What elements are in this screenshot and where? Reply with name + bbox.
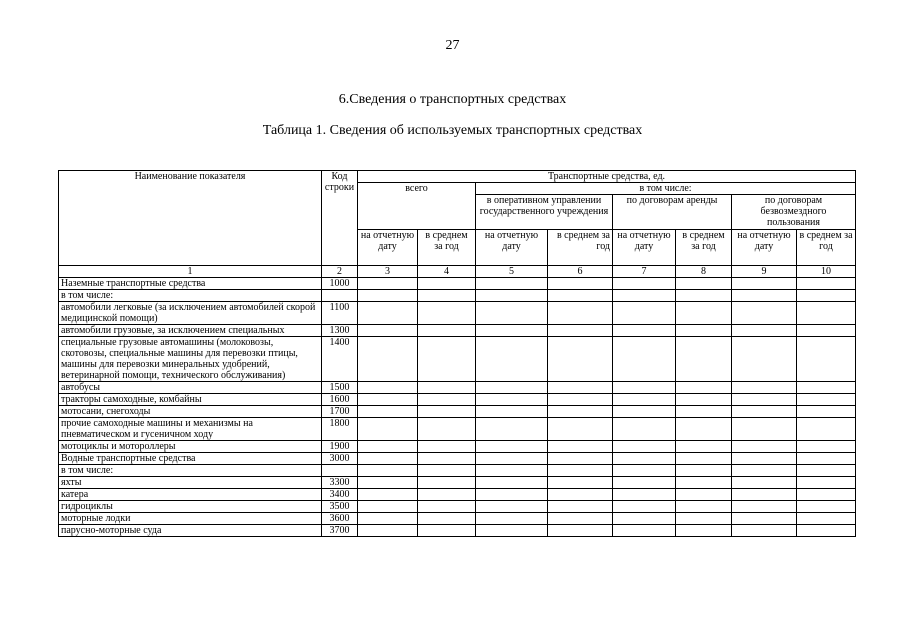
value-cell — [732, 501, 797, 513]
header-row-1 — [59, 171, 856, 183]
value-cell — [613, 453, 676, 465]
value-cell — [418, 418, 476, 441]
value-cell — [476, 525, 548, 537]
value-cell — [418, 290, 476, 302]
value-cell — [797, 477, 856, 489]
value-cell — [358, 278, 418, 290]
value-cell — [797, 513, 856, 525]
value-cell — [676, 453, 732, 465]
value-cell — [418, 525, 476, 537]
value-cell — [476, 337, 548, 382]
vehicles-table — [58, 170, 856, 537]
value-cell — [732, 489, 797, 501]
header-at-date: на отчетную дату — [613, 230, 676, 266]
value-cell — [358, 418, 418, 441]
row-code: 1000 — [322, 278, 358, 290]
row-code: 3500 — [322, 501, 358, 513]
value-cell — [548, 290, 613, 302]
value-cell — [797, 465, 856, 477]
value-cell — [476, 513, 548, 525]
value-cell — [418, 501, 476, 513]
value-cell — [613, 278, 676, 290]
row-name: яхты — [59, 477, 322, 489]
table-row — [59, 337, 856, 382]
value-cell — [476, 489, 548, 501]
value-cell — [548, 418, 613, 441]
value-cell — [358, 382, 418, 394]
value-cell — [548, 441, 613, 453]
row-code: 1800 — [322, 418, 358, 441]
value-cell — [548, 489, 613, 501]
table-row — [59, 382, 856, 394]
value-cell — [358, 325, 418, 337]
row-name: парусно-моторные суда — [59, 525, 322, 537]
column-number: 4 — [418, 266, 476, 278]
value-cell — [797, 290, 856, 302]
value-cell — [418, 477, 476, 489]
row-code: 3300 — [322, 477, 358, 489]
column-number: 6 — [548, 266, 613, 278]
table-row — [59, 278, 856, 290]
column-number: 2 — [322, 266, 358, 278]
value-cell — [358, 290, 418, 302]
column-number: 3 — [358, 266, 418, 278]
value-cell — [732, 465, 797, 477]
value-cell — [476, 382, 548, 394]
value-cell — [358, 489, 418, 501]
row-name: автомобили грузовые, за исключением специальных — [59, 325, 322, 337]
value-cell — [548, 406, 613, 418]
value-cell — [548, 501, 613, 513]
value-cell — [358, 302, 418, 325]
value-cell — [613, 441, 676, 453]
value-cell — [732, 394, 797, 406]
value-cell — [797, 525, 856, 537]
table-row — [59, 418, 856, 441]
value-cell — [732, 302, 797, 325]
value-cell — [676, 513, 732, 525]
value-cell — [613, 513, 676, 525]
table-row — [59, 325, 856, 337]
value-cell — [732, 278, 797, 290]
value-cell — [418, 489, 476, 501]
header-avg: в среднем за год — [548, 230, 613, 266]
value-cell — [476, 406, 548, 418]
row-code: 1900 — [322, 441, 358, 453]
table-row — [59, 441, 856, 453]
header-vehicles: Транспортные средства, ед. — [358, 171, 856, 183]
table-row — [59, 513, 856, 525]
table-row — [59, 453, 856, 465]
value-cell — [797, 302, 856, 325]
column-number: 5 — [476, 266, 548, 278]
value-cell — [418, 406, 476, 418]
row-code: 3700 — [322, 525, 358, 537]
header-at-date: на отчетную дату — [476, 230, 548, 266]
table-row — [59, 290, 856, 302]
value-cell — [476, 441, 548, 453]
row-name: в том числе: — [59, 465, 322, 477]
value-cell — [358, 453, 418, 465]
row-name: в том числе: — [59, 290, 322, 302]
column-number: 9 — [732, 266, 797, 278]
row-code: 1100 — [322, 302, 358, 325]
value-cell — [358, 337, 418, 382]
value-cell — [613, 337, 676, 382]
value-cell — [732, 525, 797, 537]
table-body — [59, 278, 856, 537]
row-name: мотоциклы и мотороллеры — [59, 441, 322, 453]
value-cell — [548, 302, 613, 325]
value-cell — [676, 477, 732, 489]
row-name: катера — [59, 489, 322, 501]
value-cell — [732, 325, 797, 337]
row-name: моторные лодки — [59, 513, 322, 525]
value-cell — [797, 501, 856, 513]
value-cell — [358, 525, 418, 537]
header-including: в том числе: — [476, 183, 856, 195]
value-cell — [676, 382, 732, 394]
value-cell — [476, 394, 548, 406]
value-cell — [476, 278, 548, 290]
value-cell — [613, 302, 676, 325]
value-cell — [797, 382, 856, 394]
value-cell — [476, 418, 548, 441]
value-cell — [548, 525, 613, 537]
value-cell — [358, 394, 418, 406]
value-cell — [548, 337, 613, 382]
table-row — [59, 525, 856, 537]
value-cell — [476, 501, 548, 513]
value-cell — [418, 337, 476, 382]
value-cell — [418, 394, 476, 406]
value-cell — [548, 465, 613, 477]
value-cell — [797, 489, 856, 501]
row-name: автомобили легковые (за исключением автомобилей скорой медицинской помощи) — [59, 302, 322, 325]
value-cell — [476, 302, 548, 325]
page-number: 27 — [445, 38, 460, 53]
header-code: Код строки — [322, 171, 358, 266]
row-name: Наземные транспортные средства — [59, 278, 322, 290]
table-title: Таблица 1. Сведения об используемых транспортных средствах — [262, 123, 643, 138]
value-cell — [418, 278, 476, 290]
value-cell — [676, 278, 732, 290]
value-cell — [732, 406, 797, 418]
value-cell — [797, 394, 856, 406]
row-name: гидроциклы — [59, 501, 322, 513]
row-name: прочие самоходные машины и механизмы на пневматическом и гусеничном ходу — [59, 418, 322, 441]
column-number-row — [59, 266, 856, 278]
header-operational: в оперативном управлении государственного учреждения — [476, 195, 613, 230]
header-avg: в среднем за год — [797, 230, 856, 266]
row-code: 1400 — [322, 337, 358, 382]
value-cell — [418, 465, 476, 477]
value-cell — [358, 465, 418, 477]
row-code — [322, 465, 358, 477]
value-cell — [548, 278, 613, 290]
value-cell — [358, 477, 418, 489]
value-cell — [676, 501, 732, 513]
value-cell — [418, 441, 476, 453]
header-avg: в среднем за год — [676, 230, 732, 266]
row-code: 3600 — [322, 513, 358, 525]
row-name: мотосани, снегоходы — [59, 406, 322, 418]
value-cell — [797, 406, 856, 418]
column-number: 1 — [59, 266, 322, 278]
row-code: 1700 — [322, 406, 358, 418]
value-cell — [418, 513, 476, 525]
value-cell — [676, 325, 732, 337]
table-row — [59, 302, 856, 325]
table-row — [59, 489, 856, 501]
value-cell — [613, 418, 676, 441]
header-lease: по договорам аренды — [613, 195, 732, 230]
value-cell — [797, 418, 856, 441]
value-cell — [358, 441, 418, 453]
value-cell — [732, 418, 797, 441]
row-code: 1300 — [322, 325, 358, 337]
value-cell — [613, 525, 676, 537]
value-cell — [676, 441, 732, 453]
value-cell — [548, 513, 613, 525]
value-cell — [418, 382, 476, 394]
row-code: 1500 — [322, 382, 358, 394]
value-cell — [797, 278, 856, 290]
value-cell — [732, 453, 797, 465]
value-cell — [613, 489, 676, 501]
value-cell — [676, 465, 732, 477]
header-total: всего — [358, 183, 476, 230]
header-free-use: по договорам безвозмездного пользования — [732, 195, 856, 230]
column-number: 10 — [797, 266, 856, 278]
value-cell — [476, 453, 548, 465]
value-cell — [613, 325, 676, 337]
value-cell — [613, 382, 676, 394]
value-cell — [676, 489, 732, 501]
value-cell — [358, 501, 418, 513]
row-name: тракторы самоходные, комбайны — [59, 394, 322, 406]
value-cell — [732, 477, 797, 489]
value-cell — [676, 418, 732, 441]
table-row — [59, 501, 856, 513]
value-cell — [676, 406, 732, 418]
value-cell — [732, 441, 797, 453]
row-name: Водные транспортные средства — [59, 453, 322, 465]
value-cell — [732, 513, 797, 525]
header-at-date: на отчетную дату — [732, 230, 797, 266]
value-cell — [613, 477, 676, 489]
value-cell — [476, 325, 548, 337]
table-row — [59, 406, 856, 418]
value-cell — [548, 382, 613, 394]
value-cell — [358, 406, 418, 418]
value-cell — [358, 513, 418, 525]
value-cell — [676, 337, 732, 382]
row-name: специальные грузовые автомашины (молоковозы, скотовозы, специальные машины для перевозки птицы, машины для перевозки минеральных удобрений, ветеринарной помощи, технического обслуживания) — [59, 337, 322, 382]
value-cell — [797, 453, 856, 465]
table-row — [59, 477, 856, 489]
value-cell — [418, 453, 476, 465]
column-number: 8 — [676, 266, 732, 278]
table-row — [59, 465, 856, 477]
row-name: автобусы — [59, 382, 322, 394]
value-cell — [548, 477, 613, 489]
value-cell — [613, 290, 676, 302]
value-cell — [613, 501, 676, 513]
value-cell — [476, 477, 548, 489]
value-cell — [418, 325, 476, 337]
value-cell — [418, 302, 476, 325]
value-cell — [676, 525, 732, 537]
value-cell — [613, 406, 676, 418]
value-cell — [613, 465, 676, 477]
value-cell — [548, 453, 613, 465]
header-indicator: Наименование показателя — [59, 171, 322, 266]
header-avg: в среднем за год — [418, 230, 476, 266]
value-cell — [676, 302, 732, 325]
column-number: 7 — [613, 266, 676, 278]
row-code — [322, 290, 358, 302]
row-code: 1600 — [322, 394, 358, 406]
value-cell — [732, 337, 797, 382]
value-cell — [797, 441, 856, 453]
value-cell — [797, 337, 856, 382]
value-cell — [476, 290, 548, 302]
value-cell — [548, 394, 613, 406]
value-cell — [732, 382, 797, 394]
table-row — [59, 394, 856, 406]
value-cell — [797, 325, 856, 337]
row-code: 3400 — [322, 489, 358, 501]
row-code: 3000 — [322, 453, 358, 465]
section-title: 6.Сведения о транспортных средствах — [338, 92, 567, 107]
value-cell — [732, 290, 797, 302]
value-cell — [613, 394, 676, 406]
value-cell — [676, 394, 732, 406]
value-cell — [476, 465, 548, 477]
value-cell — [676, 290, 732, 302]
header-at-date: на отчетную дату — [358, 230, 418, 266]
value-cell — [548, 325, 613, 337]
